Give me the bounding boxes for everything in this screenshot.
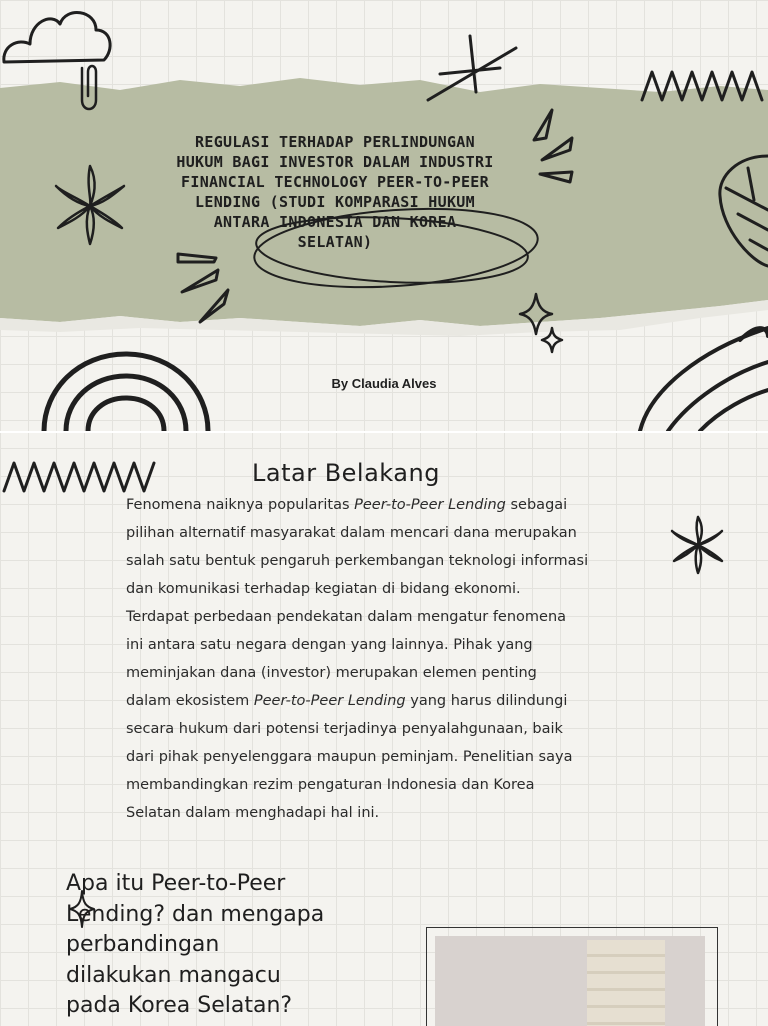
title-line: ANTARA INDONESIA DAN KOREA: [213, 213, 457, 231]
body-line: [126, 637, 533, 653]
photo-thumbnail: [426, 927, 718, 1026]
body-line: [126, 553, 588, 569]
body-line: [126, 581, 521, 597]
body-line: [126, 749, 572, 765]
cover-slide: [0, 0, 768, 431]
title-line: LENDING (STUDI KOMPARASI HUKUM: [195, 193, 475, 211]
body-line: [126, 805, 379, 821]
paperclip-icon: [82, 66, 96, 109]
asterisk-flower-icon: [56, 166, 124, 244]
leaf-icon: [720, 156, 768, 266]
body-text-segment: pilihan alternatif masyarakat dalam mencari dana merupakan: [126, 525, 577, 541]
author-byline: By Claudia Alves: [331, 376, 437, 391]
section-body: [126, 491, 646, 827]
body-line: [126, 609, 566, 625]
body-text-segment: Terdapat perbedaan pendekatan dalam mengatur fenomena: [126, 609, 567, 625]
photo-image: [435, 936, 705, 1026]
background-slide: [0, 431, 768, 1026]
cross-doodle-icon: [428, 36, 516, 100]
body-text-segment: sebagai: [505, 497, 568, 513]
burst-lines-left: [178, 254, 228, 322]
rainbow-arch-icon: [44, 354, 208, 431]
body-text-segment: ini antara satu negara dengan yang lainnya. Pihak yang: [126, 637, 533, 653]
photo-object: [587, 940, 665, 1026]
question-line: perbandingan: [66, 932, 220, 957]
body-text-segment: dalam ekosistem: [126, 693, 254, 709]
burst-lines-right: [534, 110, 572, 182]
zigzag-icon: [4, 463, 154, 491]
body-text-italic: Peer-to-Peer Lending: [253, 693, 406, 709]
cover-title: [140, 132, 530, 252]
question-line: pada Korea Selatan?: [66, 993, 293, 1018]
body-line: [126, 693, 567, 709]
question-line: dilakukan mangacu: [66, 962, 281, 988]
body-text-segment: Selatan dalam menghadapi hal ini.: [126, 805, 380, 821]
question-line: Lending? dan mengapa: [66, 901, 325, 927]
asterisk-flower-icon: [672, 517, 722, 573]
body-text-segment: yang harus dilindungi: [405, 693, 568, 709]
body-line: [126, 721, 563, 737]
question-heading: [66, 869, 366, 1022]
body-line: [126, 525, 577, 541]
body-line: [126, 497, 567, 513]
body-line: [126, 665, 537, 681]
title-line: HUKUM BAGI INVESTOR DALAM INDUSTRI: [176, 153, 494, 171]
body-text-segment: secara hukum dari potensi terjadinya penyalahgunaan, baik: [126, 721, 563, 737]
cloud-icon: [4, 13, 110, 62]
zigzag-icon: [642, 72, 762, 100]
body-text-segment: dan komunikasi terhadap kegiatan di bidang ekonomi.: [126, 581, 521, 597]
body-text-segment: meminjakan dana (investor) merupakan elemen penting: [126, 665, 537, 681]
section-heading: Latar Belakang: [252, 459, 440, 487]
sparkle-icon: [520, 294, 562, 352]
body-text-italic: Peer-to-Peer Lending: [354, 497, 506, 513]
body-text-segment: dari pihak penyelenggara maupun peminjam. Penelitian saya: [126, 749, 573, 765]
question-line: Apa itu Peer-to-Peer: [66, 871, 286, 896]
body-text-segment: membandingkan rezim pengaturan Indonesia dan Korea: [126, 777, 535, 793]
body-text-segment: salah satu bentuk pengaruh perkembangan teknologi informasi: [126, 553, 589, 569]
body-line: [126, 777, 535, 793]
title-line: REGULASI TERHADAP PERLINDUNGAN: [195, 133, 475, 151]
title-line: FINANCIAL TECHNOLOGY PEER-TO-PEER: [181, 173, 489, 191]
title-line: SELATAN): [297, 233, 373, 251]
body-text-segment: Fenomena naiknya popularitas: [126, 497, 355, 513]
